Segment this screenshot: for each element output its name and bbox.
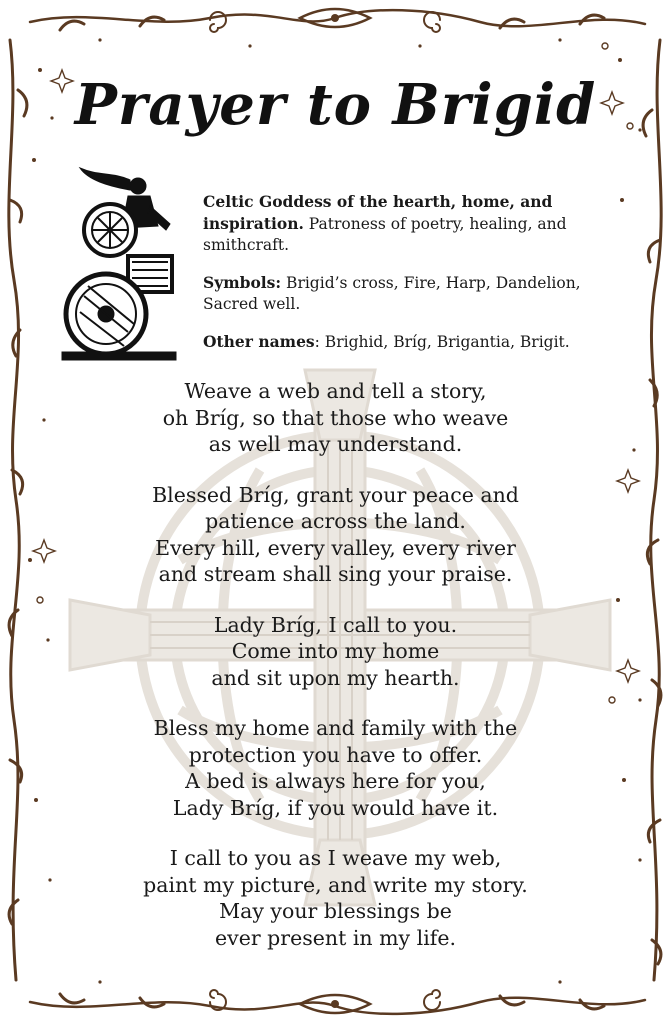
poem-line: and sit upon my hearth.: [211, 665, 460, 690]
goddess-other-names: [203, 331, 603, 353]
symbols-text: Brigid’s cross, Fire, Harp, Dandelion, Sacred well.: [203, 274, 581, 313]
poem-line: I call to you as I weave my web,: [169, 846, 502, 870]
poem-line: protection you have to offer.: [188, 742, 483, 767]
other-names-text: : Brighid, Bríg, Brigantia, Brigit.: [314, 333, 570, 351]
poem-line: oh Bríg, so that those who weave: [162, 405, 509, 430]
poem-line: ever present in my life.: [215, 925, 456, 950]
goddess-description: [203, 191, 603, 256]
poem-line: Bless my home and family with the: [153, 716, 518, 740]
poem-stanza: [0, 845, 671, 951]
poem-line: A bed is always here for you,: [185, 769, 486, 793]
symbols-label: Symbols:: [203, 273, 282, 292]
poem-line: Lady Bríg, I call to you.: [213, 612, 458, 637]
poem-line: Weave a web and tell a story,: [184, 379, 487, 403]
goddess-description-rest: Patroness of poetry, healing, and smithcraft.: [203, 215, 567, 254]
poem-stanza: [0, 482, 671, 588]
poem-line: patience across the land.: [205, 509, 466, 533]
poem-line: Lady Bríg, if you would have it.: [172, 795, 499, 820]
poem-line: Come into my home: [231, 639, 440, 663]
other-names-label: Other names: [203, 332, 315, 351]
poem-line: paint my picture, and write my story.: [143, 872, 528, 897]
poem-stanza: [0, 378, 671, 458]
poem-line: Every hill, every valley, every river: [155, 535, 516, 560]
poem-stanza: [0, 612, 671, 692]
page-title: Prayer to Brigid: [74, 72, 597, 138]
poem-line: Blessed Bríg, grant your peace and: [152, 482, 519, 507]
goddess-symbols: [203, 272, 603, 315]
goddess-info: [203, 191, 603, 369]
prayer-poem: [0, 378, 671, 975]
poem-line: and stream shall sing your praise.: [158, 562, 513, 586]
poem-line: as well may understand.: [208, 432, 463, 456]
goddess-description-bold: Celtic Goddess of the hearth, home, and inspiration.: [203, 192, 553, 233]
poem-line: May your blessings be: [219, 899, 452, 923]
poem-stanza: [0, 715, 671, 821]
goddess-with-shield-icon: [58, 166, 180, 362]
